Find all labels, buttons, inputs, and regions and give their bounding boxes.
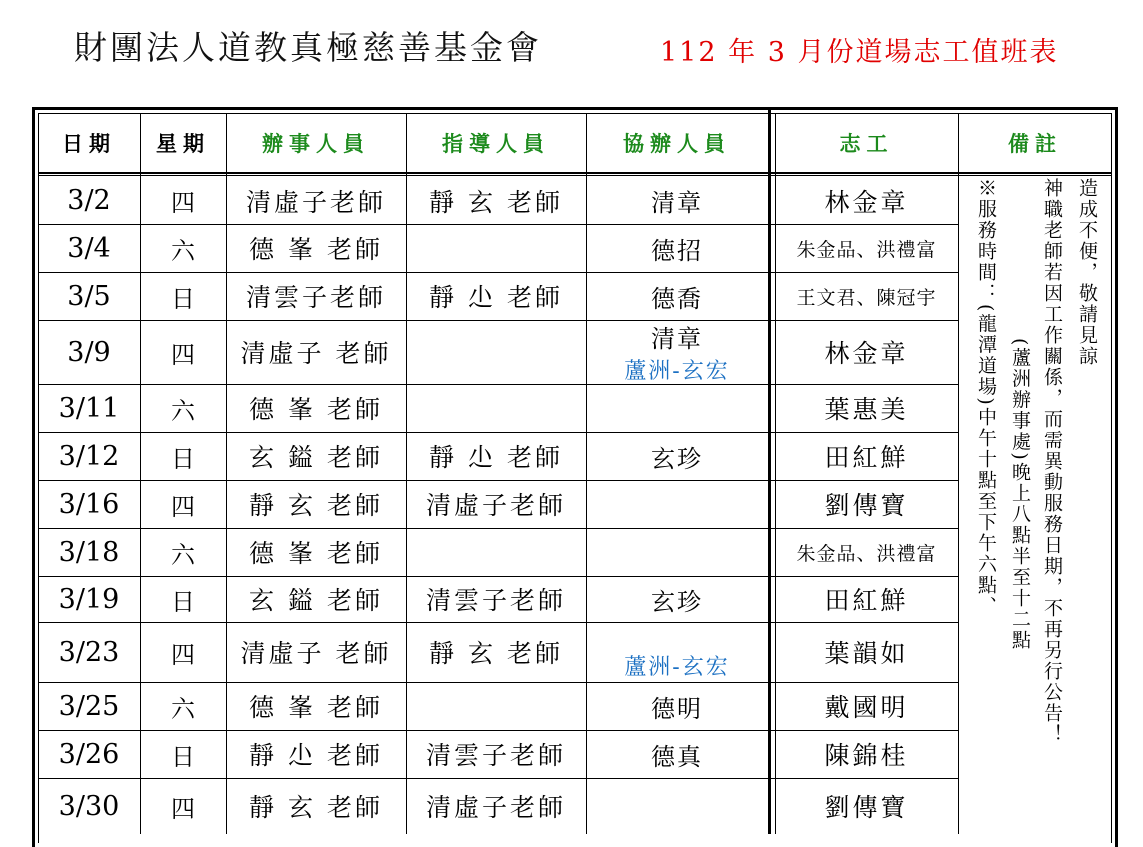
header-date: 日期 — [62, 130, 116, 156]
assist-name: 玄珍 — [651, 444, 703, 473]
date-cell: 3/23 — [58, 636, 120, 668]
staff-cell: 靜 玄 老師 — [249, 793, 383, 822]
remarks-line-3: (蘆洲辦事處)晚上八點半至十二點 — [1009, 338, 1031, 651]
assist-cell — [586, 682, 768, 730]
volunteer-cell: 朱金品、洪禮富 — [796, 238, 937, 261]
staff-cell: 靜 尐 老師 — [249, 741, 383, 770]
staff-cell: 德 峯 老師 — [249, 395, 383, 424]
assist-cell — [586, 384, 768, 432]
assist-name: 德喬 — [651, 284, 703, 313]
date-cell: 3/25 — [58, 690, 120, 722]
header-assist: 協辦人員 — [623, 130, 731, 156]
schedule-title: 112 年 3 月份道場志工值班表 — [660, 37, 1059, 68]
staff-cell: 玄 鎰 老師 — [249, 586, 383, 615]
assist-cell — [586, 320, 768, 384]
assist-cell — [586, 432, 768, 480]
header-volunteer: 志工 — [839, 130, 894, 156]
weekday-cell: 四 — [171, 640, 195, 669]
guide-cell: 靜 玄 老師 — [429, 187, 563, 217]
volunteer-cell: 戴國明 — [824, 693, 909, 722]
assist-name: 德真 — [651, 742, 703, 771]
staff-cell: 靜 玄 老師 — [249, 491, 383, 520]
header-weekday: 星期 — [156, 130, 210, 156]
weekday-cell: 四 — [171, 340, 195, 369]
date-cell: 3/2 — [67, 185, 111, 216]
volunteer-cell: 葉惠美 — [824, 395, 909, 424]
staff-cell: 玄 鎰 老師 — [249, 443, 383, 472]
volunteer-cell: 王文君、陳冠宇 — [796, 286, 937, 309]
header-rule — [38, 172, 1112, 174]
assist-name: 清章 — [651, 189, 703, 217]
guide-cell — [406, 224, 586, 272]
weekday-cell: 六 — [171, 694, 195, 723]
guide-cell — [406, 528, 586, 576]
assist-name: 德招 — [651, 236, 703, 265]
assist-branch-note: 蘆洲-玄宏 — [624, 359, 730, 384]
date-cell: 3/26 — [58, 738, 120, 770]
staff-cell: 清虛子 老師 — [240, 339, 392, 368]
weekday-cell: 日 — [171, 742, 195, 771]
weekday-cell: 日 — [171, 284, 195, 313]
header-rule — [38, 175, 1112, 176]
assist-name: 清章 — [651, 325, 703, 353]
weekday-cell: 日 — [171, 444, 195, 473]
staff-cell: 德 峯 老師 — [249, 539, 383, 568]
assist-cell — [586, 576, 768, 622]
header-guide: 指導人員 — [442, 130, 550, 156]
assist-cell — [586, 177, 768, 224]
staff-cell: 清虛子老師 — [245, 187, 386, 217]
date-cell: 3/18 — [58, 536, 120, 568]
assist-cell — [586, 730, 768, 778]
date-cell: 3/30 — [58, 790, 120, 822]
weekday-cell: 六 — [171, 396, 195, 425]
date-cell: 3/11 — [58, 392, 120, 424]
assist-cell — [586, 528, 768, 576]
staff-cell: 德 峯 老師 — [249, 693, 383, 722]
assist-cell — [586, 272, 768, 320]
date-cell: 3/12 — [58, 440, 120, 472]
weekday-cell: 六 — [171, 236, 195, 265]
guide-cell: 靜 尐 老師 — [429, 443, 563, 472]
date-cell: 3/5 — [67, 280, 111, 312]
volunteer-cell: 林金章 — [824, 339, 909, 368]
guide-cell: 清雲子老師 — [425, 586, 566, 615]
header-remarks: 備註 — [1008, 130, 1062, 156]
assist-cell — [586, 778, 768, 834]
date-cell: 3/16 — [58, 488, 120, 520]
remarks-line-2: 神職老師若因工作關係，而需異動服務日期，不再另行公告！ — [1041, 178, 1063, 745]
volunteer-cell: 朱金品、洪禮富 — [796, 542, 937, 565]
guide-cell: 清虛子老師 — [425, 793, 566, 822]
volunteer-cell: 林金章 — [824, 187, 909, 217]
volunteer-cell: 劉傳寶 — [824, 793, 909, 822]
guide-cell: 靜 玄 老師 — [429, 639, 563, 668]
volunteer-cell: 劉傳寶 — [824, 491, 909, 520]
guide-cell — [406, 384, 586, 432]
remarks-line-1: 造成不便，敬請見諒 — [1076, 178, 1098, 367]
volunteer-cell: 陳錦桂 — [824, 741, 909, 770]
weekday-cell: 日 — [171, 587, 195, 616]
weekday-cell: 四 — [171, 492, 195, 521]
guide-cell — [406, 682, 586, 730]
header-staff: 辦事人員 — [262, 130, 370, 156]
weekday-cell: 四 — [171, 794, 195, 823]
date-cell: 3/4 — [67, 232, 111, 264]
guide-cell — [406, 320, 586, 384]
remarks-line-4: ※服務時間：(龍潭道場)中午十點至下午六點、 — [975, 178, 997, 617]
column-divider — [958, 113, 959, 834]
weekday-cell: 六 — [171, 540, 195, 569]
assist-cell — [586, 480, 768, 528]
assist-cell — [586, 224, 768, 272]
volunteer-cell: 田紅鮮 — [824, 443, 909, 472]
assist-name: 德明 — [651, 694, 703, 723]
staff-cell: 清雲子老師 — [245, 283, 386, 312]
date-cell: 3/9 — [67, 336, 111, 368]
volunteer-cell: 葉韻如 — [824, 639, 909, 668]
assist-cell — [586, 622, 768, 682]
block-divider — [768, 107, 771, 834]
volunteer-cell: 田紅鮮 — [824, 586, 909, 615]
assist-branch-note: 蘆洲-玄宏 — [624, 654, 730, 680]
assist-name: 玄珍 — [651, 587, 703, 616]
date-cell: 3/19 — [58, 583, 120, 615]
organization-title: 財團法人道教真極慈善基金會 — [74, 28, 542, 67]
staff-cell: 德 峯 老師 — [249, 235, 383, 264]
staff-cell: 清虛子 老師 — [240, 639, 392, 668]
guide-cell: 清雲子老師 — [425, 741, 566, 770]
weekday-cell: 四 — [171, 189, 195, 217]
guide-cell: 清虛子老師 — [425, 491, 566, 520]
guide-cell: 靜 尐 老師 — [429, 283, 563, 312]
